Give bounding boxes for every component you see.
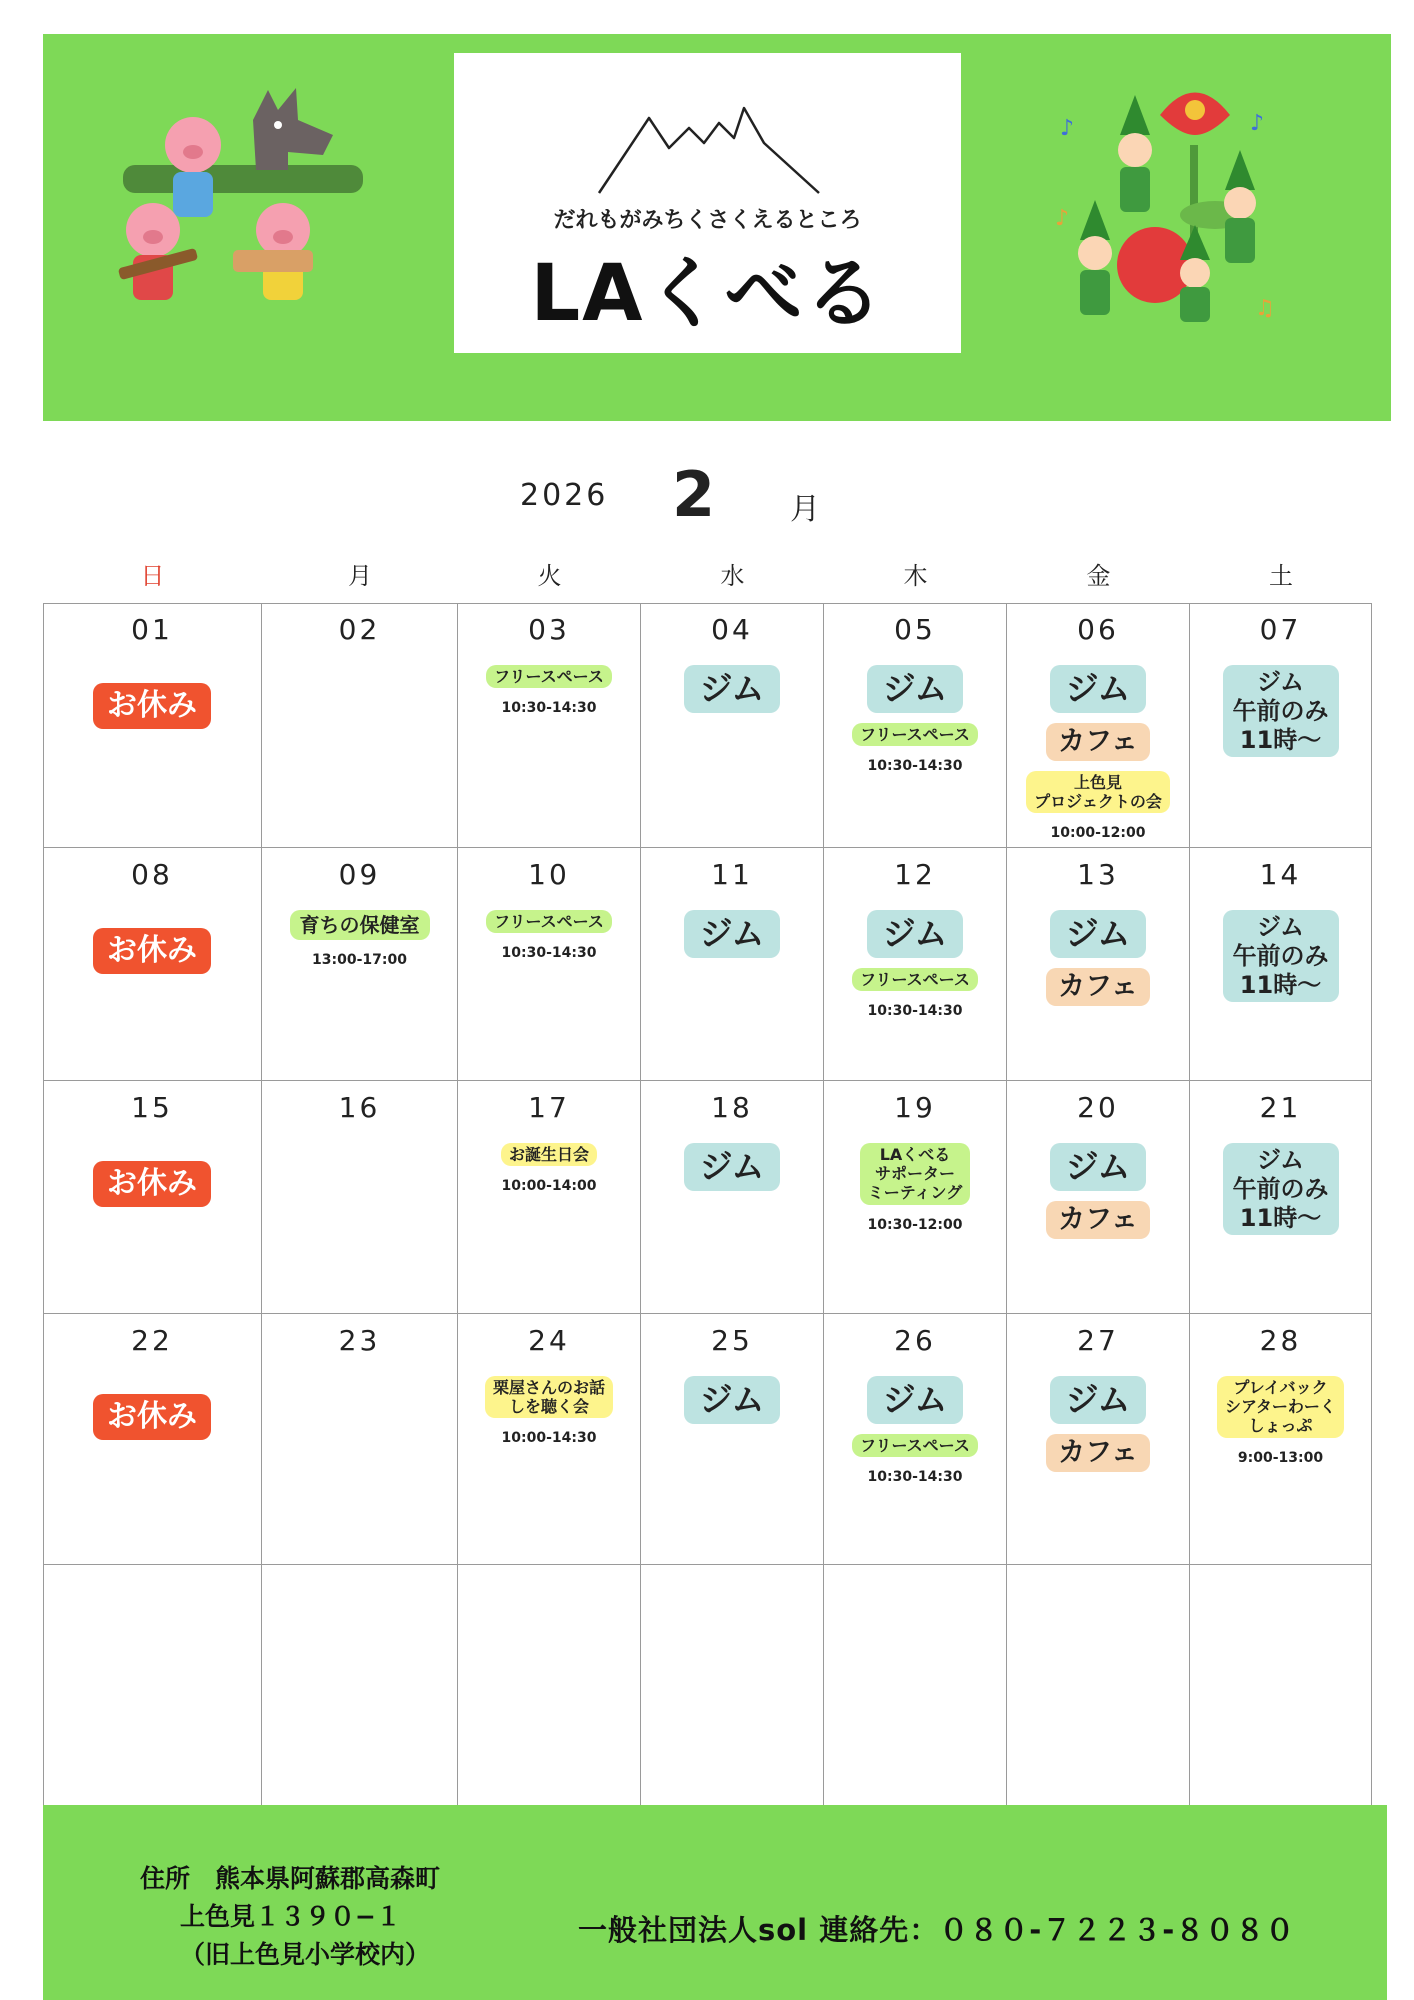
day-number: 04	[711, 613, 753, 646]
day-events	[1190, 900, 1371, 1002]
event-tag-rest: お休み	[93, 1161, 211, 1207]
weekday-label: 月	[348, 562, 372, 590]
event-tag-cafe: カフェ	[1046, 1201, 1150, 1239]
day-events	[43, 900, 261, 974]
day-events	[641, 900, 823, 958]
day-number: 19	[894, 1091, 936, 1124]
event-time: 10:30-12:00	[867, 1216, 963, 1233]
day-number: 08	[131, 858, 173, 891]
event-tag-green: LAくべる サポーター ミーティング	[860, 1143, 970, 1205]
logo-box	[454, 53, 961, 353]
day-number: 03	[528, 613, 570, 646]
day-events	[43, 1366, 261, 1440]
event-time: 10:00-14:30	[501, 1430, 597, 1447]
calendar-day-cell	[824, 848, 1007, 1081]
calendar-month-unit: 月	[790, 492, 820, 527]
day-number: 27	[1077, 1324, 1119, 1357]
event-time: 10:30-14:30	[501, 700, 597, 717]
day-number: 01	[131, 613, 173, 646]
day-number: 28	[1259, 1324, 1302, 1357]
svg-text:♪: ♪	[1250, 111, 1265, 136]
calendar-day-cell	[824, 603, 1007, 848]
day-number: 25	[711, 1324, 753, 1357]
day-events	[824, 1366, 1006, 1485]
event-tag-gym-am: ジム 午前のみ 11時～	[1223, 665, 1339, 757]
day-number: 11	[711, 858, 753, 891]
day-events	[458, 900, 640, 961]
calendar-day-cell	[1007, 603, 1190, 848]
weekday-label: 水	[720, 562, 745, 590]
event-time: 10:00-14:00	[501, 1178, 597, 1195]
calendar-month: 2	[672, 458, 716, 531]
day-events	[1007, 900, 1189, 1006]
day-events	[641, 655, 823, 713]
event-tag-rest: お休み	[93, 1394, 211, 1440]
calendar-day-cell	[1007, 1314, 1190, 1565]
svg-text:♪: ♪	[1060, 116, 1075, 141]
day-events	[1007, 1366, 1189, 1472]
event-tag-gym-am: ジム 午前のみ 11時～	[1223, 1143, 1339, 1235]
day-events	[641, 1133, 823, 1191]
event-tag-gym: ジム	[1050, 665, 1147, 713]
day-number: 09	[338, 858, 381, 891]
calendar-day-cell	[1007, 1565, 1190, 1807]
event-tag-green: フリースペース	[852, 723, 978, 746]
day-number: 05	[894, 613, 936, 646]
mountain-logo-icon	[594, 103, 824, 198]
day-number: 07	[1259, 613, 1302, 646]
calendar-day-cell	[262, 1314, 458, 1565]
calendar-day-cell	[262, 1081, 458, 1314]
event-tag-green: フリースペース	[852, 968, 978, 991]
day-number: 23	[338, 1324, 381, 1357]
event-tag-gym: ジム	[684, 1143, 781, 1191]
event-time: 13:00-17:00	[312, 952, 407, 968]
day-events	[1190, 1366, 1371, 1466]
calendar-day-cell	[641, 848, 824, 1081]
svg-text:♪: ♪	[1055, 206, 1070, 231]
calendar-day-cell	[458, 848, 641, 1081]
dwarves-playing-music-illustration	[1050, 75, 1280, 335]
day-events	[1007, 655, 1189, 841]
calendar-day-cell	[262, 848, 458, 1081]
calendar-day-cell	[824, 1565, 1007, 1807]
weekday-label: 木	[903, 562, 928, 590]
event-tag-gym: ジム	[867, 910, 964, 958]
calendar-day-cell	[43, 1314, 262, 1565]
day-events	[43, 1133, 261, 1207]
event-tag-green-lg: 育ちの保健室	[290, 910, 430, 940]
calendar-day-cell	[458, 603, 641, 848]
event-tag-green: フリースペース	[852, 1434, 978, 1457]
calendar-day-cell	[1007, 1081, 1190, 1314]
day-number: 02	[338, 613, 381, 646]
tagline: だれもがみちくさくえるところ	[553, 208, 862, 233]
event-tag-cafe: カフェ	[1046, 723, 1150, 761]
calendar-day-cell	[824, 1314, 1007, 1565]
day-number: 24	[528, 1324, 570, 1357]
event-tag-gym: ジム	[1050, 1143, 1147, 1191]
day-number: 18	[711, 1091, 753, 1124]
contact-info: 一般社団法人sol 連絡先：０８０-７２２３-８０８０	[578, 1913, 1296, 1947]
day-events	[641, 1366, 823, 1424]
event-tag-cafe: カフェ	[1046, 1434, 1150, 1472]
brand-name: LAくべる	[530, 249, 885, 339]
weekday-label: 日	[140, 562, 165, 590]
event-time: 10:30-14:30	[501, 945, 597, 962]
day-number: 06	[1077, 613, 1119, 646]
calendar-day-cell	[641, 603, 824, 848]
calendar-day-cell	[1190, 603, 1372, 848]
day-events	[1007, 1133, 1189, 1239]
event-tag-green: フリースペース	[486, 910, 612, 933]
day-number: 15	[131, 1091, 173, 1124]
calendar-day-cell	[641, 1565, 824, 1807]
day-number: 10	[528, 858, 570, 891]
calendar-day-cell	[43, 848, 262, 1081]
calendar-day-cell	[641, 1314, 824, 1565]
calendar-day-cell	[458, 1314, 641, 1565]
day-events	[1190, 1133, 1371, 1235]
day-number: 14	[1259, 858, 1302, 891]
day-events	[458, 1366, 640, 1446]
calendar-day-cell	[1190, 1081, 1372, 1314]
calendar-day-cell	[641, 1081, 824, 1314]
svg-text:♫: ♫	[1255, 296, 1275, 321]
event-tag-gym: ジム	[1050, 910, 1147, 958]
calendar-day-cell	[43, 1081, 262, 1314]
calendar-day-cell	[43, 1565, 262, 1807]
day-events	[824, 1133, 1006, 1233]
event-tag-rest: お休み	[93, 683, 211, 729]
calendar-day-cell	[1007, 848, 1190, 1081]
address-line-2: 上色見１３９０−１	[180, 1902, 401, 1931]
day-number: 21	[1259, 1091, 1302, 1124]
day-events	[1190, 655, 1371, 757]
calendar-year: 2026	[520, 478, 609, 513]
event-time: 10:00-12:00	[1050, 825, 1146, 842]
calendar-day-cell	[43, 603, 262, 848]
event-time: 10:30-14:30	[867, 1002, 963, 1019]
event-tag-yellow: 栗屋さんのお話 しを聴く会	[485, 1376, 613, 1418]
day-number: 26	[894, 1324, 936, 1357]
address-line-1: 住所 熊本県阿蘇郡高森町	[140, 1864, 441, 1893]
event-time: 9:00-13:00	[1237, 1449, 1324, 1466]
address-line-3: （旧上色見小学校内）	[180, 1940, 431, 1969]
calendar-day-cell	[262, 1565, 458, 1807]
day-events	[824, 900, 1006, 1019]
calendar-day-cell	[262, 603, 458, 848]
calendar-day-cell	[1190, 1314, 1372, 1565]
event-tag-green: フリースペース	[486, 665, 612, 688]
weekday-label: 土	[1269, 562, 1293, 590]
event-time: 10:30-14:30	[867, 757, 963, 774]
event-tag-yellow: お誕生日会	[501, 1143, 597, 1166]
event-tag-gym: ジム	[684, 1376, 781, 1424]
three-little-pigs-and-wolf-illustration	[118, 80, 368, 320]
calendar-day-cell	[458, 1081, 641, 1314]
event-tag-gym: ジム	[684, 665, 781, 713]
day-number: 13	[1077, 858, 1119, 891]
weekday-label: 金	[1086, 562, 1111, 590]
event-time: 10:30-14:30	[867, 1468, 963, 1485]
day-events	[262, 900, 457, 968]
event-tag-yellow: 上色見 プロジェクトの会	[1026, 771, 1170, 813]
day-number: 17	[528, 1091, 570, 1124]
address-block	[140, 1860, 440, 1974]
event-tag-rest: お休み	[93, 928, 211, 974]
day-events	[43, 655, 261, 729]
day-events	[458, 655, 640, 716]
calendar-day-cell	[1190, 848, 1372, 1081]
weekday-label: 火	[537, 562, 562, 590]
day-events	[824, 655, 1006, 774]
day-number: 12	[894, 858, 936, 891]
weekday-header	[43, 556, 1372, 590]
event-tag-gym: ジム	[867, 1376, 964, 1424]
event-tag-yellow: プレイバック シアターわーく しょっぷ	[1217, 1376, 1344, 1438]
event-tag-gym: ジム	[684, 910, 781, 958]
day-number: 20	[1077, 1091, 1119, 1124]
day-number: 22	[131, 1324, 173, 1357]
calendar-day-cell	[1190, 1565, 1372, 1807]
event-tag-cafe: カフェ	[1046, 968, 1150, 1006]
calendar-day-cell	[458, 1565, 641, 1807]
day-events	[458, 1133, 640, 1194]
calendar-day-cell	[824, 1081, 1007, 1314]
event-tag-gym: ジム	[1050, 1376, 1147, 1424]
event-tag-gym-am: ジム 午前のみ 11時～	[1223, 910, 1339, 1002]
event-tag-gym: ジム	[867, 665, 964, 713]
day-number: 16	[338, 1091, 381, 1124]
